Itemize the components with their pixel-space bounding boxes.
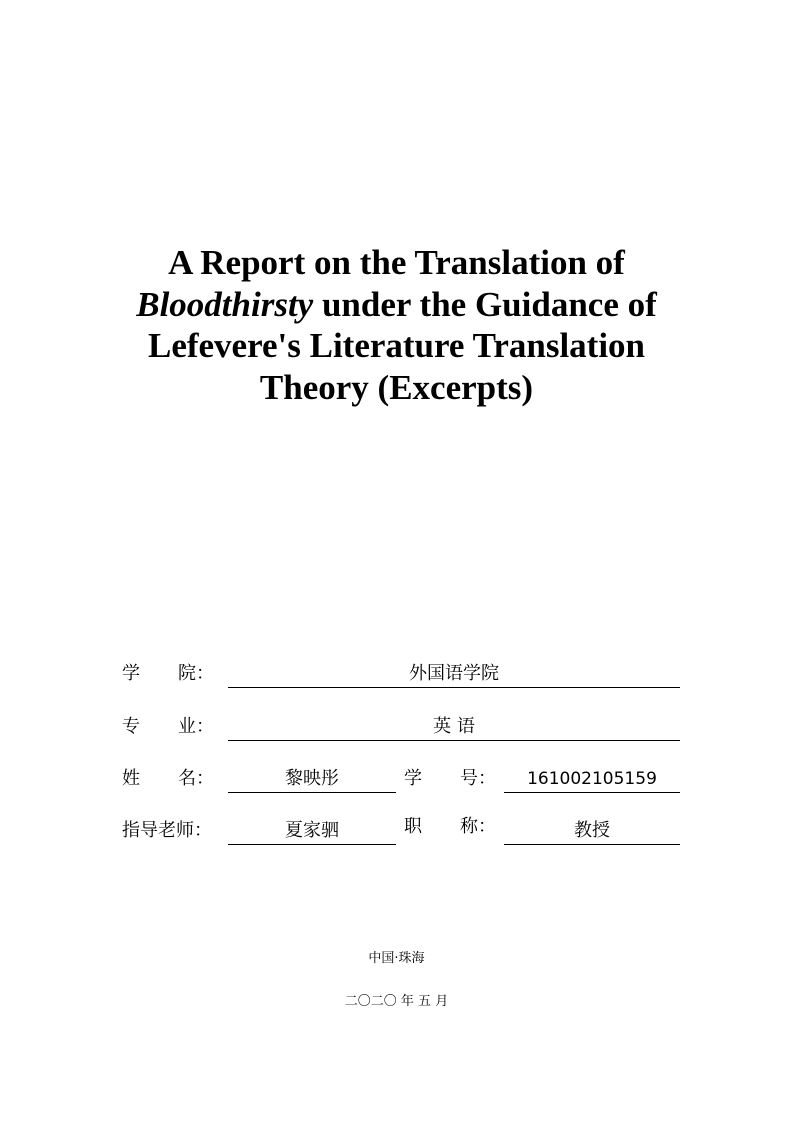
student-id-label-suffix: 号： <box>460 768 496 789</box>
rank-value: 教授 <box>504 820 680 845</box>
college-label-suffix: 院： <box>178 663 214 684</box>
title-line-4: Theory (Excerpts) <box>259 367 534 407</box>
major-label <box>122 716 214 738</box>
rank-label-suffix: 称： <box>460 816 496 837</box>
student-name-value: 黎映彤 <box>228 768 396 793</box>
name-label-suffix: 名： <box>178 768 214 789</box>
title-line-3: Lefevere's Literature Translation <box>147 326 646 365</box>
college-value: 外国语学院 <box>228 663 680 688</box>
major-value: 英 语 <box>228 716 680 741</box>
title-line-1: A Report on the Translation of <box>168 243 625 282</box>
name-label <box>122 768 214 790</box>
name-label-char: 姓 <box>122 768 140 789</box>
student-id-label-char: 学 <box>404 768 422 789</box>
major-label-suffix: 业： <box>178 716 214 737</box>
rank-label-char: 职 <box>404 816 422 837</box>
student-id-value: 161002105159 <box>504 768 680 793</box>
footer-place: 中国·珠海 <box>368 951 425 966</box>
rank-label <box>404 816 496 838</box>
advisor-value: 夏家驷 <box>228 820 396 845</box>
title-line-2 <box>96 284 697 326</box>
title-line-2-rest: under the Guidance of <box>313 284 657 324</box>
report-title <box>96 242 697 408</box>
major-label-char: 专 <box>122 716 140 737</box>
student-id-label <box>404 768 496 790</box>
advisor-label: 指导老师： <box>122 820 212 841</box>
college-label-char: 学 <box>122 663 140 684</box>
title-book-name: Bloodthirsty <box>136 284 314 324</box>
college-label <box>122 663 214 685</box>
footer-date: 二〇二〇 年 五 月 <box>344 994 449 1009</box>
